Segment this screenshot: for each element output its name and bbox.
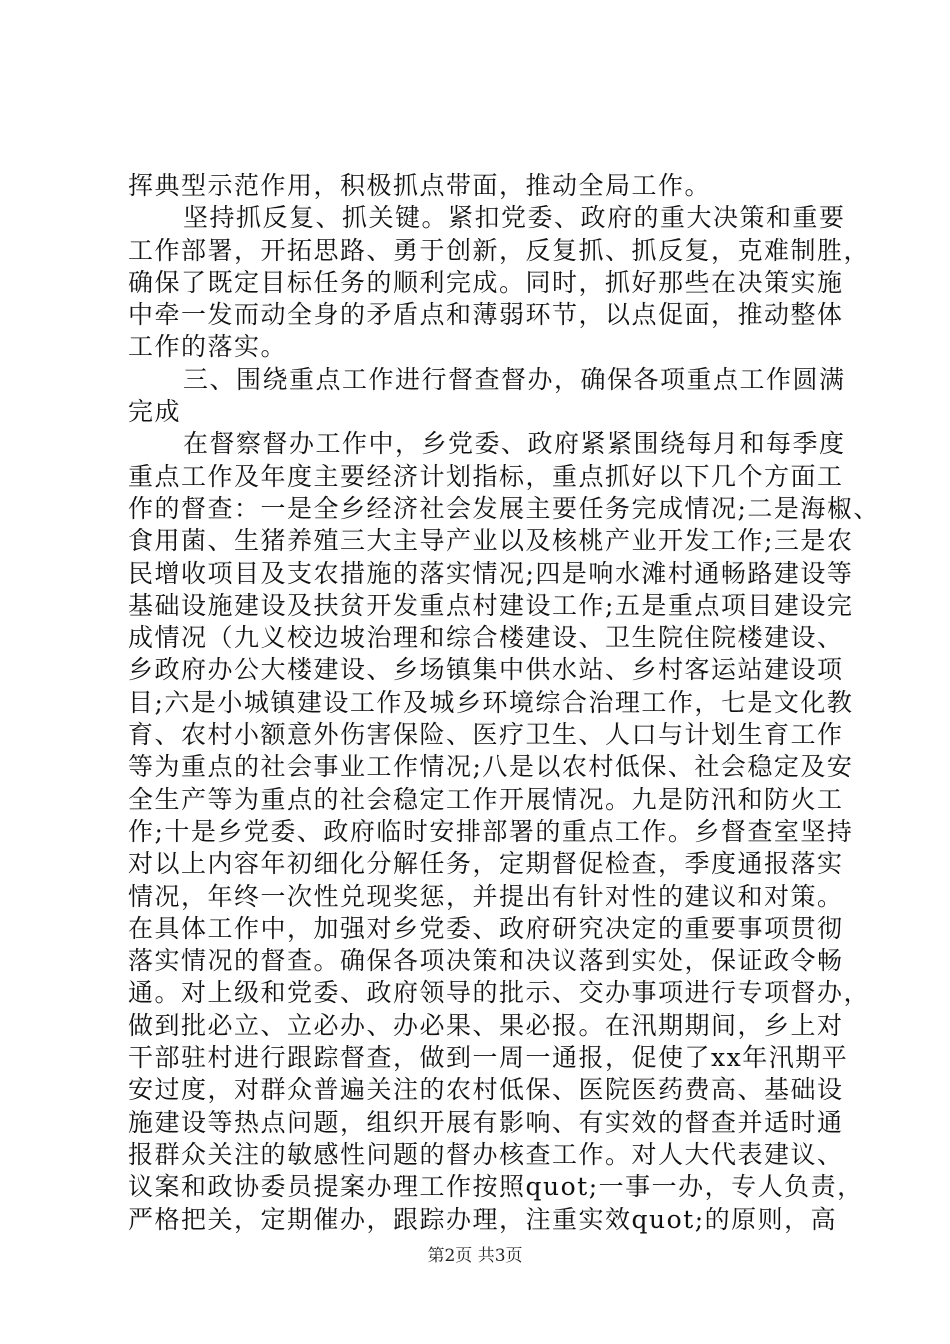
text-line: 乡政府办公大楼建设、乡场镇集中供水站、乡村客运站建设项 <box>128 655 844 685</box>
text-line: 工作部署，开拓思路、勇于创新，反复抓、抓反复，克难制胜， <box>128 235 871 265</box>
text-line: 挥典型示范作用，积极抓点带面，推动全局工作。 <box>128 171 712 200</box>
text-line: 安过度，对群众普遍关注的农村低保、医院医药费高、基础设 <box>128 1075 844 1105</box>
text-line: 在具体工作中，加强对乡党委、政府研究决定的重要事项贯彻 <box>128 913 844 943</box>
text-line: 民增收项目及支农措施的落实情况;四是响水滩村通畅路建设等 <box>128 558 854 588</box>
page-footer: 第2页 共3页 <box>427 1246 523 1266</box>
text-line: 三、围绕重点工作进行督查督办，确保各项重点工作圆满 <box>183 364 846 394</box>
text-line: 在督察督办工作中，乡党委、政府紧紧围绕每月和每季度 <box>183 429 846 459</box>
text-line: 报群众关注的敏感性问题的督办核查工作。对人大代表建议、 <box>128 1139 844 1169</box>
text-line: 做到批必立、立必办、办必果、果必报。在汛期期间，乡上对 <box>128 1010 844 1040</box>
text-line: 重点工作及年度主要经济计划指标，重点抓好以下几个方面工 <box>128 461 844 491</box>
text-line: 落实情况的督查。确保各项决策和决议落到实处，保证政令畅 <box>128 946 844 976</box>
text-line: 全生产等为重点的社会稳定工作开展情况。九是防汛和防火工 <box>128 784 844 814</box>
text-line: 坚持抓反复、抓关键。紧扣党委、政府的重大决策和重要 <box>183 203 846 233</box>
text-line: 工作的落实。 <box>128 332 288 362</box>
text-line: 严格把关，定期催办，跟踪办理，注重实效quot;的原则，高 <box>128 1204 838 1234</box>
text-line: 等为重点的社会事业工作情况;八是以农村低保、社会稳定及安 <box>128 752 854 782</box>
body-text <box>128 170 880 1236</box>
text-line: 中牵一发而动全身的矛盾点和薄弱环节，以点促面，推动整体 <box>128 300 844 330</box>
text-line: 对以上内容年初细化分解任务，定期督促检查，季度通报落实 <box>128 849 844 879</box>
text-line: 干部驻村进行跟踪督查，做到一周一通报，促使了xx年汛期平 <box>128 1043 849 1073</box>
text-line: 目;六是小城镇建设工作及城乡环境综合治理工作，七是文化教 <box>128 687 854 717</box>
text-line: 作;十是乡党委、政府临时安排部署的重点工作。乡督查室坚持 <box>128 816 854 846</box>
text-line: 完成 <box>128 397 182 427</box>
text-line: 通。对上级和党委、政府领导的批示、交办事项进行专项督办， <box>128 978 871 1008</box>
text-line: 成情况（九义校边坡治理和综合楼建设、卫生院住院楼建设、 <box>128 623 844 653</box>
text-line: 议案和政协委员提案办理工作按照quot;一事一办，专人负责， <box>128 1172 864 1202</box>
text-line: 基础设施建设及扶贫开发重点村建设工作;五是重点项目建设完 <box>128 590 854 620</box>
text-line: 确保了既定目标任务的顺利完成。同时，抓好那些在决策实施 <box>128 267 844 297</box>
text-line: 育、农村小额意外伤害保险、医疗卫生、人口与计划生育工作 <box>128 720 844 750</box>
text-line: 情况，年终一次性兑现奖惩，并提出有针对性的建议和对策。 <box>128 881 844 911</box>
text-line: 作的督查：一是全乡经济社会发展主要任务完成情况;二是海椒、 <box>128 493 880 523</box>
text-line: 食用菌、生猪养殖三大主导产业以及核桃产业开发工作;三是农 <box>128 526 854 556</box>
text-line: 施建设等热点问题，组织开展有影响、有实效的督查并适时通 <box>128 1107 844 1137</box>
